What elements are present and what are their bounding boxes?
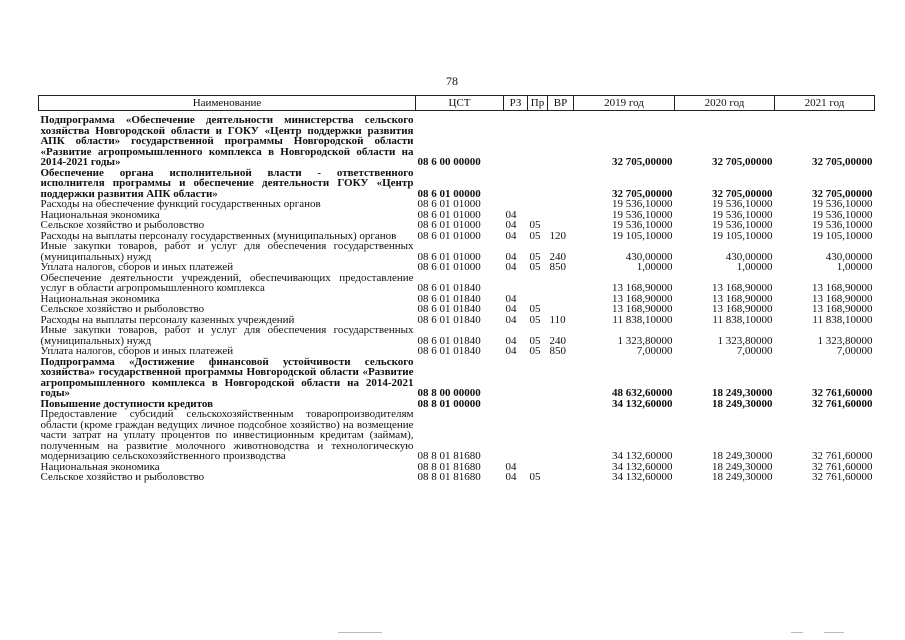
cell-cst: 08 6 01 01840	[417, 282, 481, 294]
cell-2019: 11 838,10000	[612, 313, 673, 326]
cell-2020: 19 536,10000	[712, 198, 773, 210]
cell-2019: 1,00000	[636, 261, 673, 273]
cell-pr: 05	[529, 471, 541, 483]
cell-2019: 32 705,00000	[612, 156, 673, 168]
cell-2020: 1 323,80000	[717, 334, 773, 347]
cell-2019: 13 168,90000	[612, 303, 673, 315]
cell-name: Национальная экономика	[40, 460, 160, 473]
cell-vr: 850	[549, 261, 566, 273]
header-2020: 2020 год	[675, 96, 775, 111]
cell-2020: 13 168,90000	[712, 303, 773, 315]
cell-pr	[528, 409, 548, 462]
cell-2021: 1,00000	[836, 261, 873, 273]
cell-2019: 13 168,90000	[612, 292, 673, 305]
cell-rz: 04	[505, 261, 517, 273]
cell-2019: 19 536,10000	[612, 219, 673, 231]
cell-2019: 32 705,00000	[612, 187, 673, 200]
cell-2020: 11 838,10000	[712, 313, 773, 326]
scan-artifact	[338, 632, 382, 633]
cell-cst: 08 6 01 01000	[417, 198, 481, 210]
cell-name: Повышение доступности кредитов	[40, 397, 214, 410]
cell-name: Подпрограмма «Обеспечение деятельности министерства сельского хозяйства Новгородской области и ГОКУ «Центр поддержки развития АПК области» государственной программы Новгородской области «Развитие агропромышленного комплекса в Новгородской области на 2014-2021 годы»	[40, 114, 414, 168]
cell-cst: 08 6 01 01840	[417, 313, 481, 326]
cell-cst: 08 6 01 01000	[417, 229, 481, 242]
cell-2021: 7,00000	[836, 345, 873, 357]
header-pr: Пр	[528, 96, 548, 111]
cell-vr: 850	[549, 345, 566, 357]
table-row	[39, 220, 875, 231]
cell-pr	[528, 199, 548, 210]
table-row	[39, 168, 875, 200]
cell-2019: 19 536,10000	[612, 208, 673, 221]
table-row	[39, 304, 875, 315]
cell-2021: 32 761,60000	[812, 450, 873, 462]
cell-vr	[548, 210, 574, 221]
cell-vr	[548, 294, 574, 305]
cell-cst: 08 6 01 01000	[417, 261, 481, 273]
cell-2020: 32 705,00000	[712, 187, 773, 200]
cell-vr: 110	[549, 313, 566, 326]
cell-2021: 32 705,00000	[812, 187, 873, 200]
cell-name: Обеспечение органа исполнительной власти - ответственного исполнителя программы и обеспечение деятельности ГОКУ «Центр поддержки развития АПК области»	[40, 166, 414, 200]
cell-name: Иные закупки товаров, работ и услуг для обеспечения государственных (муниципальных) нужд	[40, 324, 414, 347]
cell-name: Уплата налогов, сборов и иных платежей	[40, 345, 234, 357]
cell-cst: 08 6 01 01840	[417, 303, 481, 315]
header-2021: 2021 год	[775, 96, 875, 111]
cell-vr	[548, 168, 574, 200]
cell-2020: 18 249,30000	[712, 387, 773, 399]
cell-2021: 19 536,10000	[812, 219, 873, 231]
cell-vr	[548, 462, 574, 473]
cell-pr	[528, 273, 548, 294]
cell-2021: 13 168,90000	[812, 303, 873, 315]
cell-name: Национальная экономика	[40, 292, 160, 305]
cell-name: Подпрограмма «Достижение финансовой устойчивости сельского хозяйства» государственной программы Новгородской области «Развитие агропромышленного комплекса в Новгородской области на 2014-2021 годы»	[40, 355, 414, 399]
cell-2020: 7,00000	[736, 345, 773, 357]
scan-artifact	[791, 632, 803, 633]
cell-cst: 08 6 01 01000	[417, 219, 481, 231]
cell-rz	[504, 357, 528, 399]
cell-rz: 04	[505, 471, 517, 483]
cell-2020: 18 249,30000	[712, 460, 773, 473]
cell-2021: 32 761,60000	[812, 460, 873, 473]
header-name: Наименование	[39, 96, 416, 111]
cell-2019: 19 536,10000	[612, 198, 673, 210]
cell-pr	[528, 357, 548, 399]
cell-pr: 05	[529, 334, 541, 347]
cell-2021: 19 536,10000	[812, 208, 873, 221]
cell-2019: 34 132,60000	[612, 450, 673, 462]
cell-cst: 08 6 00 00000	[417, 156, 481, 168]
cell-vr: 240	[549, 334, 566, 347]
cell-2020: 13 168,90000	[712, 282, 773, 294]
cell-2020: 18 249,30000	[712, 471, 773, 483]
cell-name: Расходы на выплаты персоналу государственных (муниципальных) органов	[40, 229, 397, 242]
cell-2021: 1 323,80000	[817, 334, 873, 347]
cell-name: Предоставление субсидий сельскохозяйственным товаропроизводителям области (кроме граждан ведущих личное подсобное хозяйство) на возмещение части затрат на уплату процентов по инвестиционным кредитам (займам), полученным на развитие молочного животноводства и технологическую модернизацию сельскохозяйственного производства	[40, 408, 414, 462]
cell-cst: 08 6 01 00000	[417, 187, 481, 200]
cell-rz	[504, 409, 528, 462]
cell-vr	[548, 409, 574, 462]
cell-rz	[504, 111, 528, 168]
cell-2021: 19 536,10000	[812, 198, 873, 210]
cell-vr	[548, 472, 574, 483]
cell-2021: 32 761,60000	[812, 387, 873, 399]
cell-rz	[504, 168, 528, 200]
cell-2021: 430,00000	[825, 250, 873, 263]
cell-name: Сельское хозяйство и рыболовство	[40, 303, 205, 315]
cell-2019: 430,00000	[625, 250, 673, 263]
header-2019: 2019 год	[574, 96, 675, 111]
table-body	[39, 111, 875, 483]
header-row	[39, 96, 875, 111]
cell-name: Сельское хозяйство и рыболовство	[40, 471, 205, 483]
cell-2020: 19 536,10000	[712, 208, 773, 221]
cell-pr	[528, 111, 548, 168]
cell-name: Уплата налогов, сборов и иных платежей	[40, 261, 234, 273]
cell-rz	[504, 199, 528, 210]
cell-2019: 34 132,60000	[612, 397, 673, 410]
cell-pr	[528, 399, 548, 410]
cell-2019: 7,00000	[636, 345, 673, 357]
header-cst: ЦСТ	[416, 96, 504, 111]
cell-name: Расходы на обеспечение функций государственных органов	[40, 198, 321, 210]
cell-pr: 05	[529, 313, 541, 326]
cell-pr: 05	[529, 303, 541, 315]
cell-pr: 05	[529, 345, 541, 357]
cell-rz: 04	[505, 219, 517, 231]
cell-2021: 11 838,10000	[812, 313, 873, 326]
cell-2019: 13 168,90000	[612, 282, 673, 294]
cell-2021: 13 168,90000	[812, 292, 873, 305]
cell-rz	[504, 273, 528, 294]
cell-2020: 1,00000	[736, 261, 773, 273]
cell-2019: 1 323,80000	[617, 334, 673, 347]
cell-2020: 13 168,90000	[712, 292, 773, 305]
cell-2021: 32 705,00000	[812, 156, 873, 168]
table-row	[39, 241, 875, 262]
cell-cst: 08 8 01 00000	[417, 397, 481, 410]
cell-vr: 120	[549, 229, 566, 242]
cell-pr: 05	[529, 261, 541, 273]
cell-cst: 08 6 01 01000	[417, 250, 481, 263]
cell-2019: 34 132,60000	[612, 460, 673, 473]
cell-2021: 13 168,90000	[812, 282, 873, 294]
cell-pr: 05	[529, 250, 541, 263]
cell-name: Национальная экономика	[40, 208, 160, 221]
cell-2021: 19 105,10000	[812, 229, 873, 242]
cell-pr: 05	[529, 219, 541, 231]
cell-rz: 04	[505, 334, 517, 347]
table-row	[39, 111, 875, 168]
cell-vr	[548, 111, 574, 168]
cell-2020: 430,00000	[725, 250, 773, 263]
cell-rz: 04	[505, 460, 517, 473]
cell-cst: 08 6 01 01000	[417, 208, 481, 221]
table-row	[39, 262, 875, 273]
cell-cst: 08 6 01 01840	[417, 292, 481, 305]
cell-pr	[528, 168, 548, 200]
scan-artifact	[824, 632, 844, 633]
page-number: 78	[446, 74, 458, 88]
cell-2021: 32 761,60000	[812, 471, 873, 483]
cell-cst: 08 6 01 01840	[417, 334, 481, 347]
cell-2019: 34 132,60000	[612, 471, 673, 483]
cell-2020: 18 249,30000	[712, 450, 773, 462]
cell-rz: 04	[505, 229, 517, 242]
cell-cst: 08 8 01 81680	[417, 471, 481, 483]
table-row	[39, 357, 875, 399]
cell-name: Иные закупки товаров, работ и услуг для обеспечения государственных (муниципальных) нужд	[40, 240, 414, 263]
table-row	[39, 273, 875, 294]
cell-cst: 08 6 01 01840	[417, 345, 481, 357]
cell-vr	[548, 357, 574, 399]
table-row	[39, 199, 875, 210]
cell-name: Расходы на выплаты персоналу казенных учреждений	[40, 313, 295, 326]
table-row	[39, 472, 875, 483]
cell-vr	[548, 199, 574, 210]
cell-rz: 04	[505, 303, 517, 315]
cell-2020: 18 249,30000	[712, 397, 773, 410]
cell-vr	[548, 399, 574, 410]
cell-cst: 08 8 00 00000	[417, 387, 481, 399]
table-row	[39, 325, 875, 346]
cell-rz: 04	[505, 313, 517, 326]
cell-vr	[548, 220, 574, 231]
cell-rz	[504, 399, 528, 410]
cell-rz: 04	[505, 292, 517, 305]
cell-rz: 04	[505, 345, 517, 357]
cell-name: Обеспечение деятельности учреждений, обеспечивающих предоставление услуг в области агропромышленного комплекса	[40, 271, 414, 294]
cell-rz: 04	[505, 250, 517, 263]
cell-name: Сельское хозяйство и рыболовство	[40, 219, 205, 231]
budget-table	[38, 95, 875, 483]
cell-2020: 19 536,10000	[712, 219, 773, 231]
cell-vr	[548, 273, 574, 294]
cell-vr: 240	[549, 250, 566, 263]
table-row	[39, 409, 875, 462]
cell-2020: 19 105,10000	[712, 229, 773, 242]
cell-pr: 05	[529, 229, 541, 242]
cell-2021: 32 761,60000	[812, 397, 873, 410]
header-vr: ВР	[548, 96, 574, 111]
cell-2020: 32 705,00000	[712, 156, 773, 168]
table-row	[39, 346, 875, 357]
cell-rz: 04	[505, 208, 517, 221]
cell-vr	[548, 304, 574, 315]
cell-2019: 48 632,60000	[612, 387, 673, 399]
cell-2019: 19 105,10000	[612, 229, 673, 242]
cell-cst: 08 8 01 81680	[417, 460, 481, 473]
cell-cst: 08 8 01 81680	[417, 450, 481, 462]
header-rz: РЗ	[504, 96, 528, 111]
